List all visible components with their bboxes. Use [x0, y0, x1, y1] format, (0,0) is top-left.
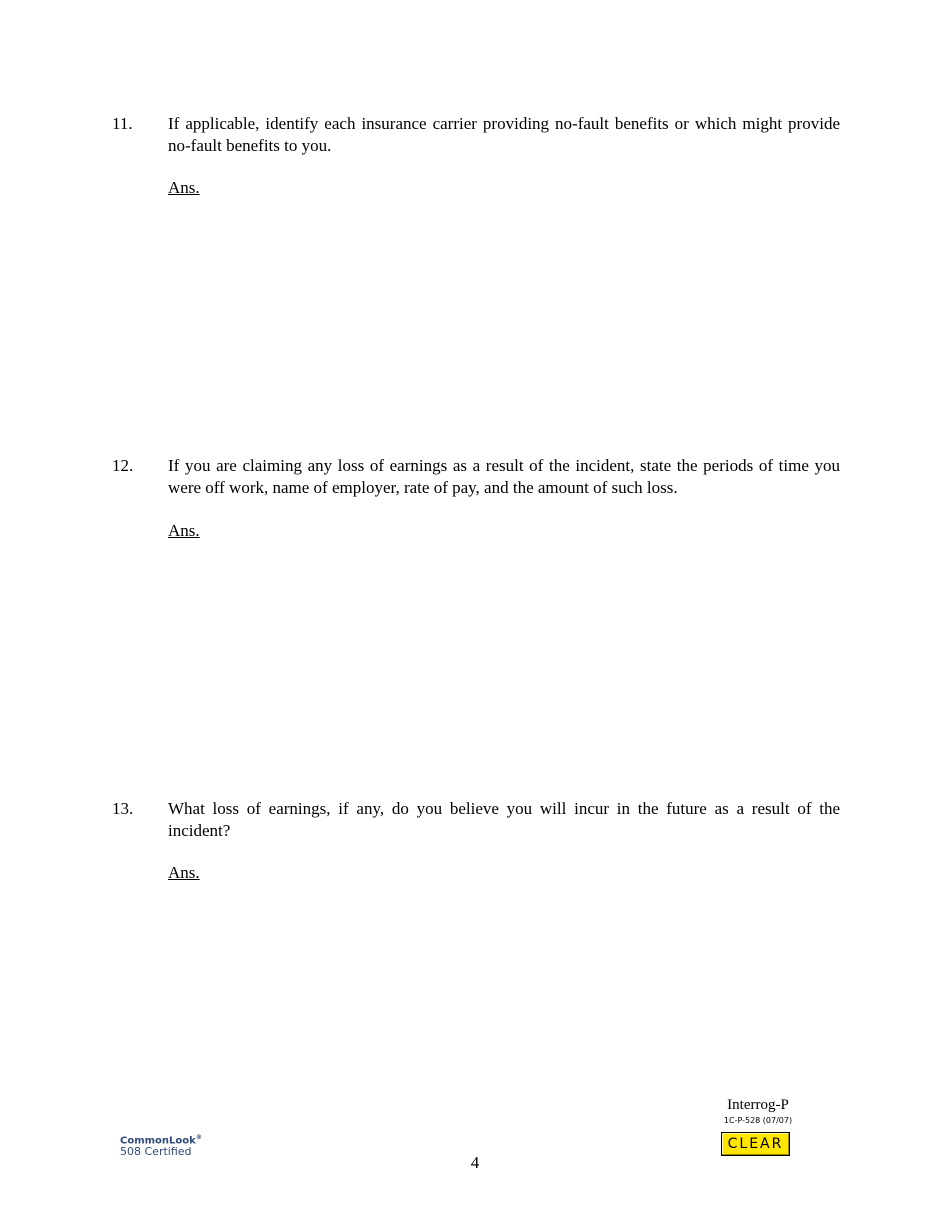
question-12 [112, 455, 840, 540]
answer-label: Ans. [168, 521, 200, 540]
question-number: 12. [112, 456, 134, 475]
logo-brand-text: CommonLook [120, 1135, 196, 1147]
logo-brand [120, 1132, 202, 1146]
registered-mark: ® [195, 1134, 202, 1141]
page-number: 4 [470, 1153, 480, 1172]
clear-button[interactable]: CLEAR [721, 1132, 790, 1156]
form-code: 1C-P-528 (07/07) [723, 1116, 793, 1125]
question-13 [112, 798, 840, 882]
question-11 [112, 113, 840, 197]
answer-field-11[interactable] [168, 203, 840, 443]
question-number: 11. [112, 114, 133, 133]
logo-certification: 508 Certified [120, 1145, 192, 1159]
question-text: If applicable, identify each insurance carrier providing no-fault benefits or which might provide no-fault benefits to you. [168, 114, 840, 155]
question-number: 13. [112, 799, 134, 818]
question-text: What loss of earnings, if any, do you believe you will incur in the future as a result of the incident? [168, 799, 840, 840]
answer-label: Ans. [168, 178, 200, 197]
answer-label: Ans. [168, 863, 200, 882]
answer-field-13[interactable] [168, 890, 840, 1090]
form-id: Interrog-P [727, 1097, 789, 1113]
question-text: If you are claiming any loss of earnings as a result of the incident, state the periods of time you were off work, name of employer, rate of pay, and the amount of such loss. [168, 456, 840, 497]
answer-field-12[interactable] [168, 547, 840, 787]
